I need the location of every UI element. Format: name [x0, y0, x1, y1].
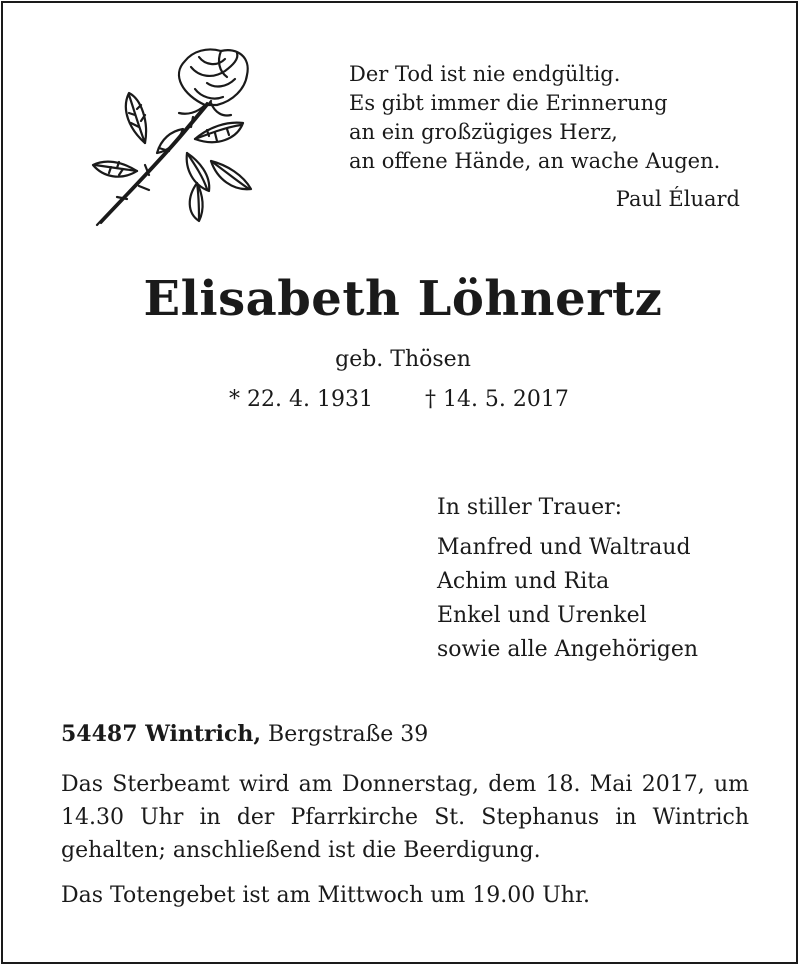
address-city: 54487 Wintrich,	[61, 721, 262, 747]
poem-line: an ein großzügiges Herz,	[349, 120, 618, 144]
birth-date: * 22. 4. 1931	[229, 387, 373, 412]
obituary-frame	[1, 1, 798, 964]
address	[61, 721, 428, 747]
poem-line: Der Tod ist nie endgültig.	[349, 62, 621, 86]
mourner-name: Achim und Rita	[437, 569, 610, 594]
born-name: geb. Thösen	[335, 347, 471, 372]
prayer-notice: Das Totengebet ist am Mittwoch um 19.00 Uhr.	[61, 883, 591, 908]
poem-author: Paul Éluard	[615, 187, 740, 211]
poem	[349, 60, 720, 176]
poem-line: Es gibt immer die Erinnerung	[349, 91, 668, 115]
mourner-name: Manfred und Waltraud	[437, 535, 691, 560]
poem-line: an offene Hände, an wache Augen.	[349, 149, 721, 173]
address-street: Bergstraße 39	[268, 722, 429, 747]
mourners-block	[437, 491, 698, 667]
death-date: † 14. 5. 2017	[424, 387, 569, 412]
rose-icon	[87, 43, 257, 233]
mourners-heading: In stiller Trauer:	[437, 495, 623, 520]
deceased-name: Elisabeth Löhnertz	[143, 271, 663, 327]
mourner-name: Enkel und Urenkel	[437, 603, 647, 628]
funeral-service-notice: Das Sterbeamt wird am Donnerstag, dem 18. Mai 2017, um 14.30 Uhr in der Pfarrkirche St. Stephanus in Wintrich gehalten; anschließend ist die Beerdigung.	[61, 772, 749, 863]
life-dates	[229, 387, 569, 412]
mourner-name: sowie alle Angehörigen	[437, 637, 699, 662]
